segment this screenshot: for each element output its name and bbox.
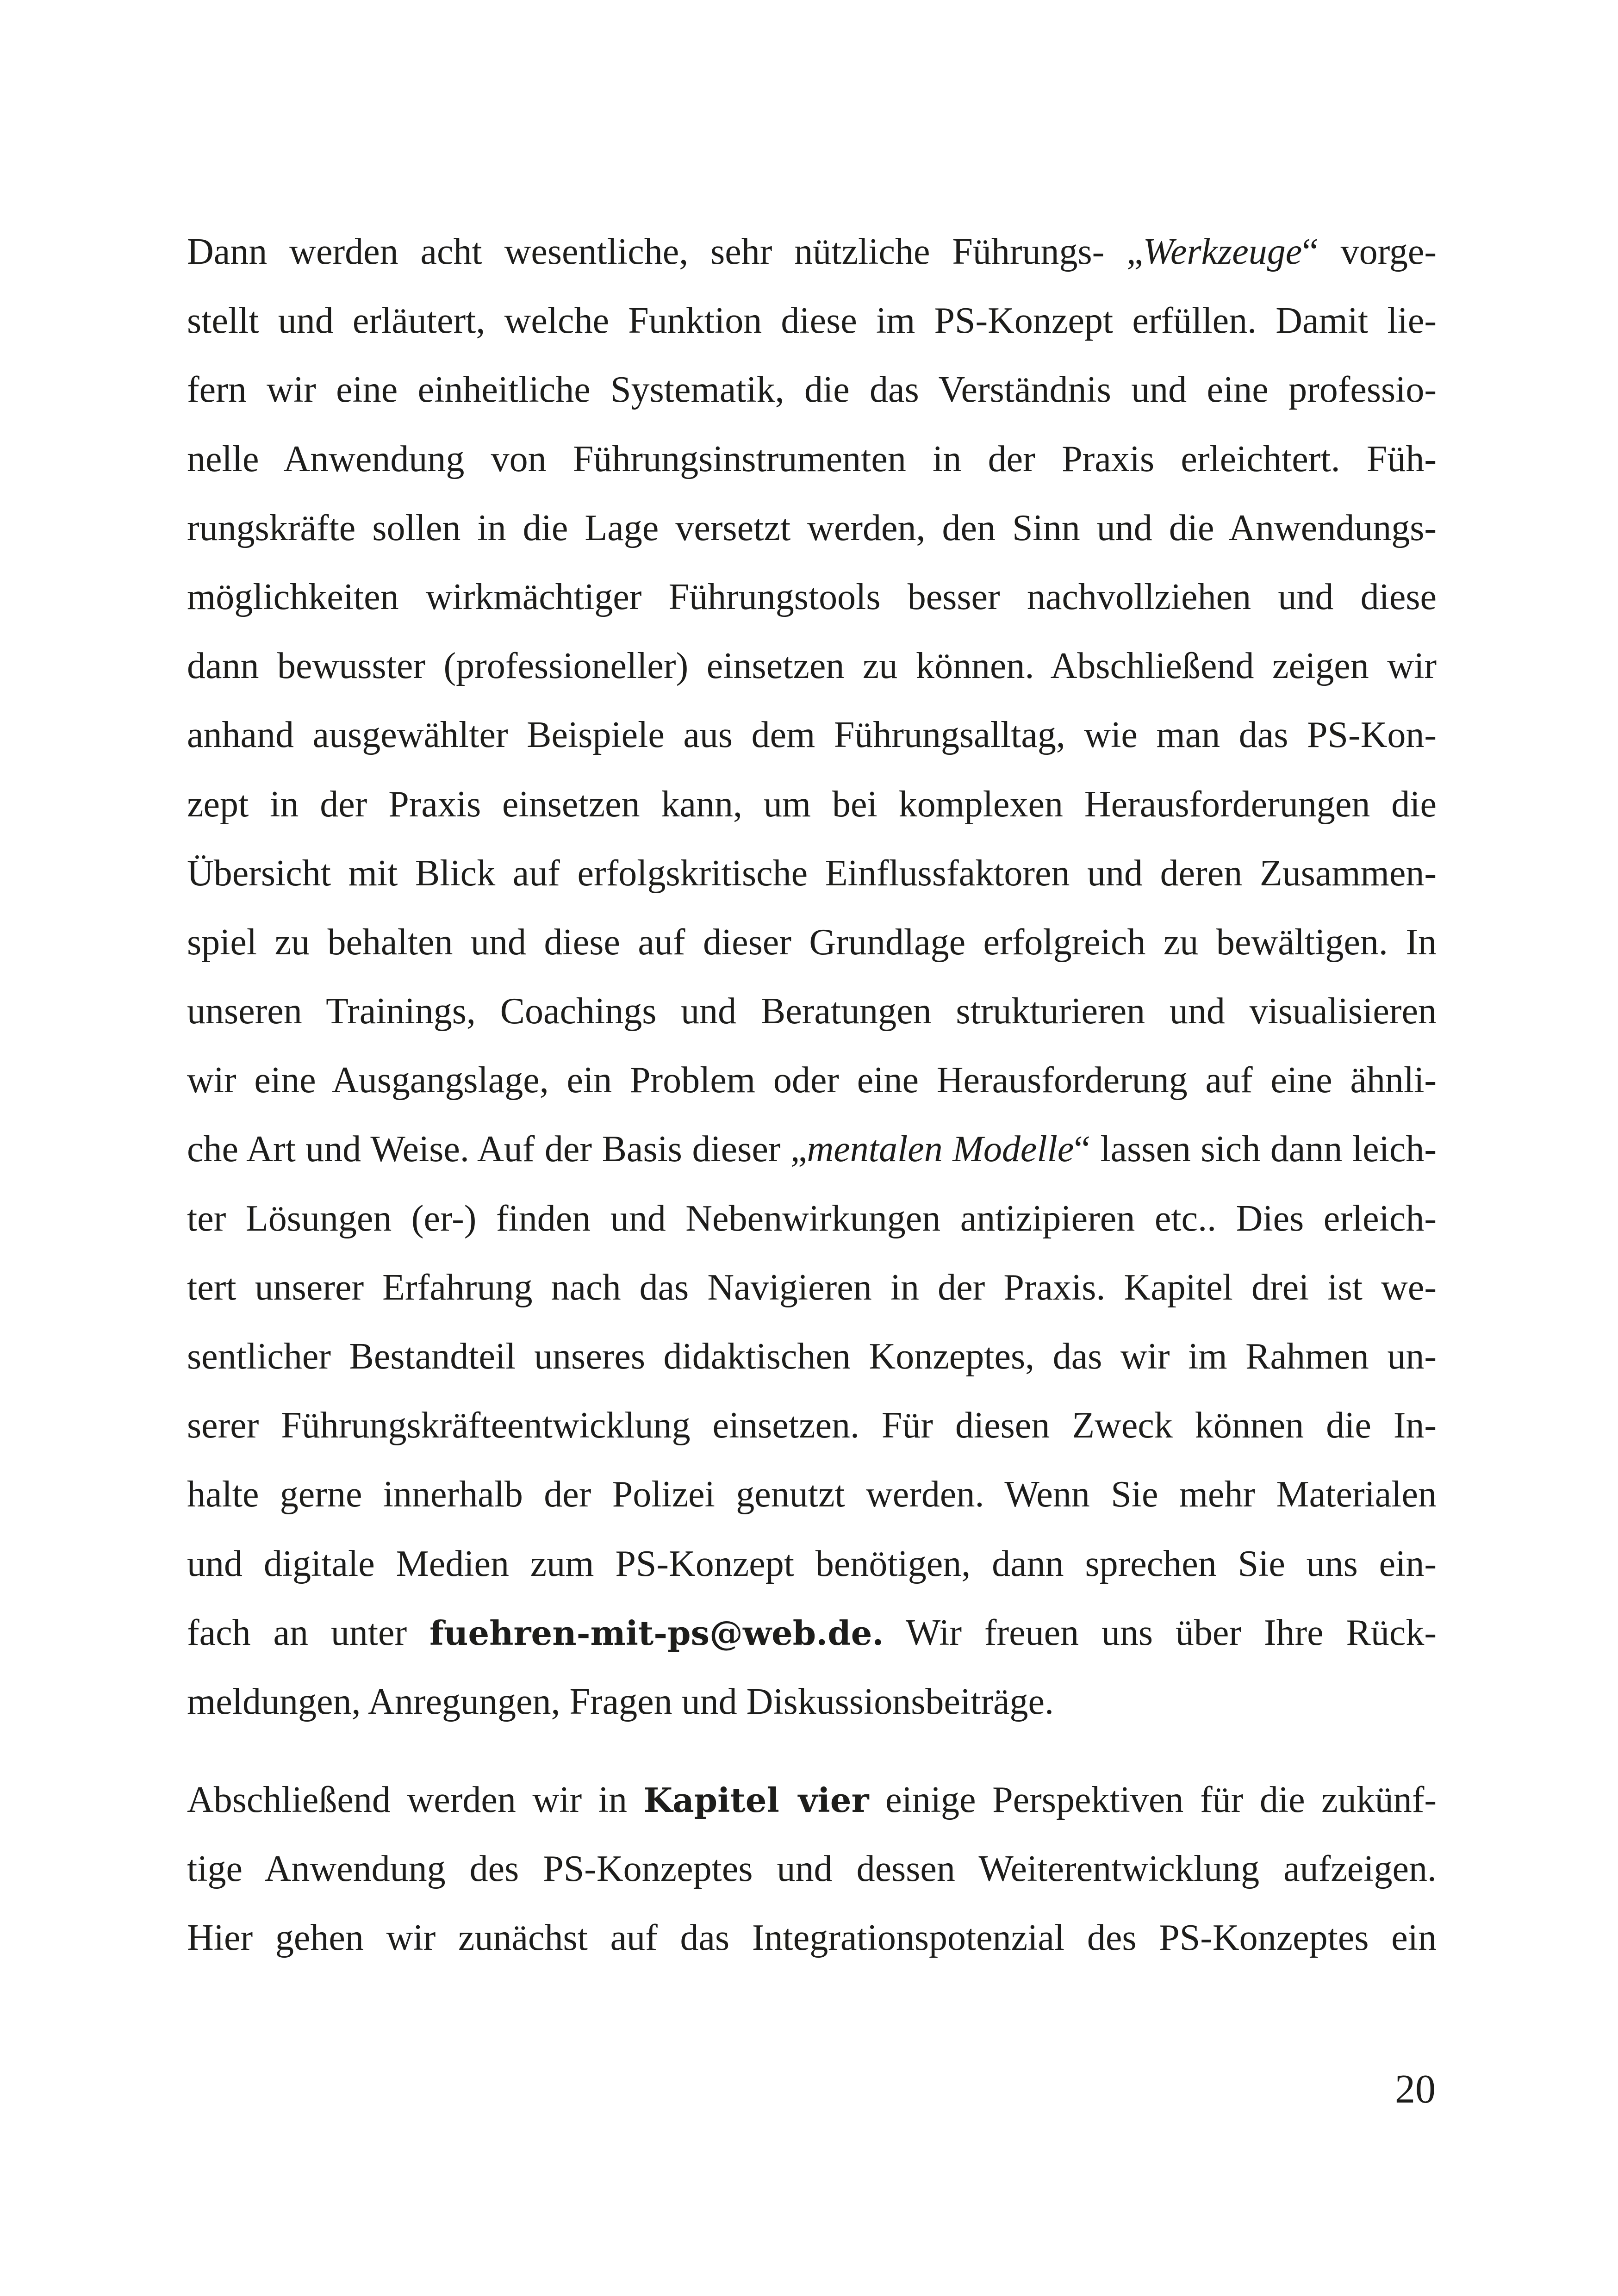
text-line: tert unserer Erfahrung nach das Navigieren in der Praxis. Kapitel drei ist we-: [187, 1267, 1437, 1308]
text-line: und digitale Medien zum PS-Konzept benötigen, dann sprechen Sie uns ein-: [187, 1543, 1437, 1584]
body-paragraph-1: [187, 218, 1437, 1736]
text-line: Abschließend werden wir in Kapitel vier einige Perspektiven für die zukünf-: [187, 1780, 1437, 1820]
text-line: sentlicher Bestandteil unseres didaktischen Konzeptes, das wir im Rahmen un-: [187, 1336, 1437, 1377]
text-line: spiel zu behalten und diese auf dieser Grundlage erfolgreich zu bewältigen. In: [187, 921, 1437, 963]
page-number: 20: [1395, 2067, 1436, 2112]
text-line: fern wir eine einheitliche Systematik, die das Verständnis und eine professio-: [187, 369, 1437, 411]
text-line: Übersicht mit Blick auf erfolgskritische Einflussfaktoren und deren Zusammen-: [187, 852, 1437, 894]
text-line: meldungen, Anregungen, Fragen und Diskussionsbeiträge.: [187, 1681, 1054, 1722]
text-line: zept in der Praxis einsetzen kann, um bei komplexen Herausforderungen die: [187, 784, 1437, 825]
text-line: dann bewusster (professioneller) einsetzen zu können. Abschließend zeigen wir: [187, 646, 1437, 687]
text-line: che Art und Weise. Auf der Basis dieser „mentalen Modelle“ lassen sich dann leich-: [187, 1129, 1437, 1170]
text-line: rungskräfte sollen in die Lage versetzt werden, den Sinn und die Anwendungs-: [187, 507, 1437, 548]
text-line: stellt und erläutert, welche Funktion diese im PS-Konzept erfüllen. Damit lie-: [187, 300, 1437, 342]
text-line: ter Lösungen (er-) finden und Nebenwirkungen antizipieren etc.. Dies erleich-: [187, 1198, 1437, 1239]
chapter-reference: Kapitel vier: [643, 1780, 869, 1820]
text-line: serer Führungskräfteentwicklung einsetzen. Für diesen Zweck können die In-: [187, 1405, 1437, 1446]
body-paragraph-2: [187, 1766, 1437, 1973]
text-line: anhand ausgewählter Beispiele aus dem Führungsalltag, wie man das PS-Kon-: [187, 715, 1437, 756]
emphasis-werkzeuge: Werkzeuge: [1143, 231, 1302, 272]
text-line: fach an unter fuehren-mit-ps@web.de. Wir freuen uns über Ihre Rück-: [187, 1612, 1437, 1653]
text-line: Dann werden acht wesentliche, sehr nützliche Führungs- „Werkzeuge“ vorge-: [187, 231, 1437, 272]
text-line: Hier gehen wir zunächst auf das Integrationspotenzial des PS-Konzeptes ein: [187, 1917, 1437, 1959]
text-line: halte gerne innerhalb der Polizei genutzt werden. Wenn Sie mehr Materialen: [187, 1474, 1437, 1515]
text-line: nelle Anwendung von Führungsinstrumenten in der Praxis erleichtert. Füh-: [187, 438, 1437, 479]
email-address: fuehren-mit-ps@web.de.: [429, 1613, 884, 1653]
text-line: wir eine Ausgangslage, ein Problem oder eine Herausforderung auf eine ähnli-: [187, 1060, 1437, 1101]
emphasis-mentalen-modelle: mentalen Modelle: [807, 1129, 1074, 1170]
text-line: möglichkeiten wirkmächtiger Führungstools besser nachvollziehen und diese: [187, 576, 1437, 617]
text-line: unseren Trainings, Coachings und Beratungen strukturieren und visualisieren: [187, 991, 1437, 1032]
text-line: tige Anwendung des PS-Konzeptes und dessen Weiterentwicklung aufzeigen.: [187, 1848, 1437, 1890]
